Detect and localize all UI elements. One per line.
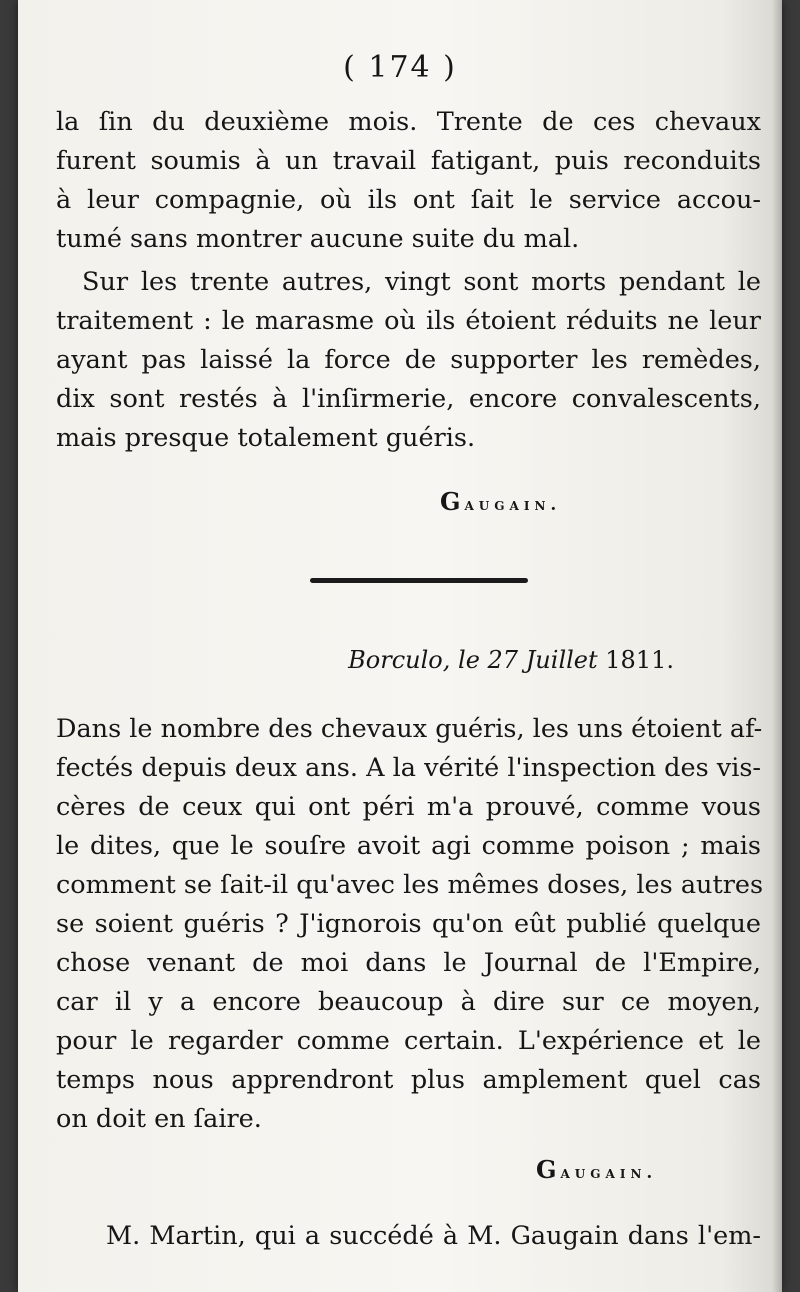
text-line: tumé sans montrer aucune suite du mal.	[56, 224, 580, 254]
page-edge-shadow	[772, 0, 782, 1292]
continuation-line: M. Martin, qui a succédé à M. Gaugain dans l'em-	[106, 1221, 761, 1251]
text-line: temps nous apprendront plus amplement quel cas	[56, 1065, 761, 1095]
text-line: se soient guéris ? J'ignorois qu'on eût publié quelque	[56, 909, 761, 939]
text-line: on doit en ſaire.	[56, 1104, 262, 1134]
text-line: car il y a encore beaucoup à dire sur ce moyen,	[56, 987, 761, 1017]
text-line: traitement : le marasme où ils étoient réduits ne leur	[56, 306, 761, 336]
text-line: furent soumis à un travail fatigant, puis reconduits	[56, 146, 761, 176]
signature: Gaugain.	[536, 1155, 658, 1184]
text-line: comment se ſait-il qu'avec les mêmes doses, les autres	[56, 870, 764, 900]
dateline	[348, 646, 674, 674]
text-line: mais presque totalement guéris.	[56, 423, 476, 453]
text-line: cères de ceux qui ont péri m'a prouvé, comme vous	[56, 792, 761, 822]
text-line: le dites, que le souſre avoit agi comme poison ; mais	[56, 831, 761, 861]
text-line: pour le regarder comme certain. L'expérience et le	[56, 1026, 761, 1056]
text-line: à leur compagnie, où ils ont ſait le service accou-	[56, 185, 761, 215]
book-page	[18, 0, 782, 1292]
dateline-year: 1811.	[605, 646, 674, 674]
dateline-place-date: Borculo, le 27 Juillet	[348, 646, 598, 674]
text-line: Dans le nombre des chevaux guéris, les uns étoient af-	[56, 714, 763, 744]
signature: Gaugain.	[440, 487, 562, 516]
text-line: ayant pas laissé la force de supporter les remèdes,	[56, 345, 761, 375]
paragraph-1	[56, 103, 761, 259]
text-line: la ſin du deuxième mois. Trente de ces chevaux	[56, 107, 761, 137]
paragraph-3	[56, 710, 764, 1139]
text-line: dix sont restés à l'inſirmerie, encore convalescents,	[56, 384, 761, 414]
text-line: fectés depuis deux ans. A la vérité l'inspection des vis-	[56, 753, 762, 783]
text-line: Sur les trente autres, vingt sont morts pendant le	[82, 267, 761, 297]
paragraph-2	[56, 263, 761, 458]
section-divider	[310, 578, 528, 583]
page-number: ( 174 )	[343, 50, 457, 85]
text-line: chose venant de moi dans le Journal de l'Empire,	[56, 948, 761, 978]
